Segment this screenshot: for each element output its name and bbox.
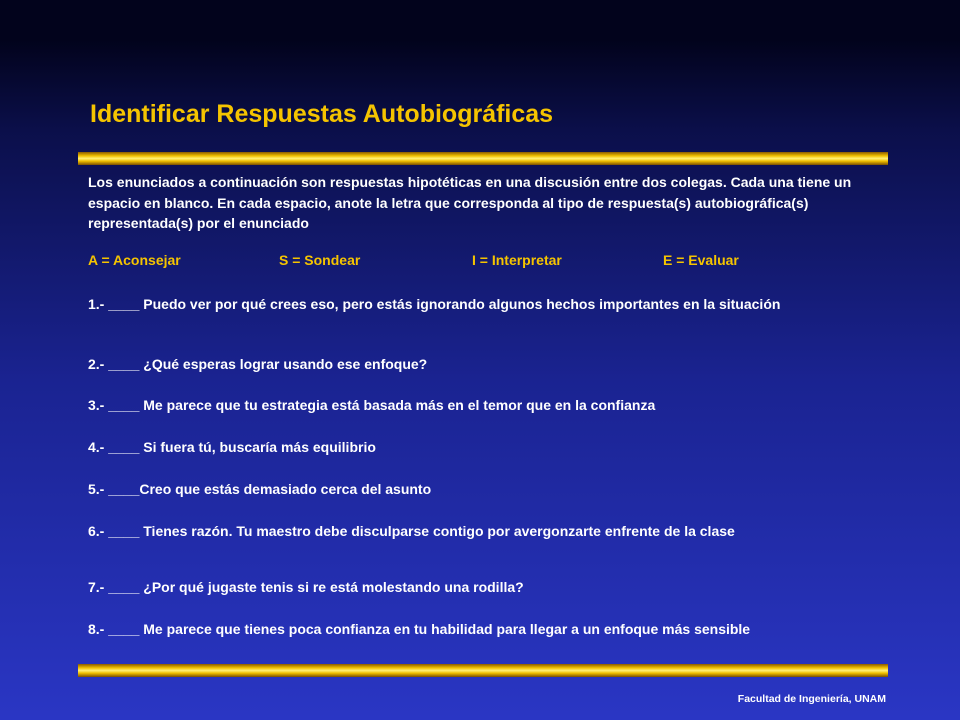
question-item-1: 1.- ____ Puedo ver por qué crees eso, pero estás ignorando algunos hechos importantes en la situación (88, 296, 781, 312)
question-item-3: 3.- ____ Me parece que tu estrategia está basada más en el temor que en la confianza (88, 397, 656, 413)
gold-divider-top (78, 152, 888, 165)
question-item-5: 5.- ____Creo que estás demasiado cerca del asunto (88, 481, 432, 497)
instructions-paragraph: Los enunciados a continuación son respuestas hipotéticas en una discusión entre dos colegas. Cada una tiene un espacio en blanco. En cada espacio, anote la letra que corresponda al tipo de respuesta(s) autobiográfica(s) representada(s) por el enunciado (88, 174, 852, 231)
legend-item-interpretar: I = Interpretar (472, 251, 562, 268)
slide-content (88, 172, 883, 637)
legend-item-aconsejar: A = Aconsejar (88, 251, 181, 268)
question-item-4: 4.- ____ Si fuera tú, buscaría más equilibrio (88, 439, 376, 455)
answer-key-legend (88, 250, 883, 270)
question-item-6: 6.- ____ Tienes razón. Tu maestro debe disculparse contigo por avergonzarte enfrente de la clase (88, 523, 735, 539)
question-item-8: 8.- ____ Me parece que tienes poca confianza en tu habilidad para llegar a un enfoque más sensible (88, 621, 751, 637)
legend-item-evaluar: E = Evaluar (663, 251, 739, 268)
footer-institution: Facultad de Ingeniería, UNAM (737, 693, 886, 705)
question-item-7: 7.- ____ ¿Por qué jugaste tenis si re está molestando una rodilla? (88, 579, 524, 595)
legend-item-sondear: S = Sondear (279, 251, 361, 268)
question-item-2: 2.- ____ ¿Qué esperas lograr usando ese enfoque? (88, 356, 428, 372)
gold-divider-bottom (78, 664, 888, 677)
slide-title: Identificar Respuestas Autobiográficas (90, 100, 554, 128)
